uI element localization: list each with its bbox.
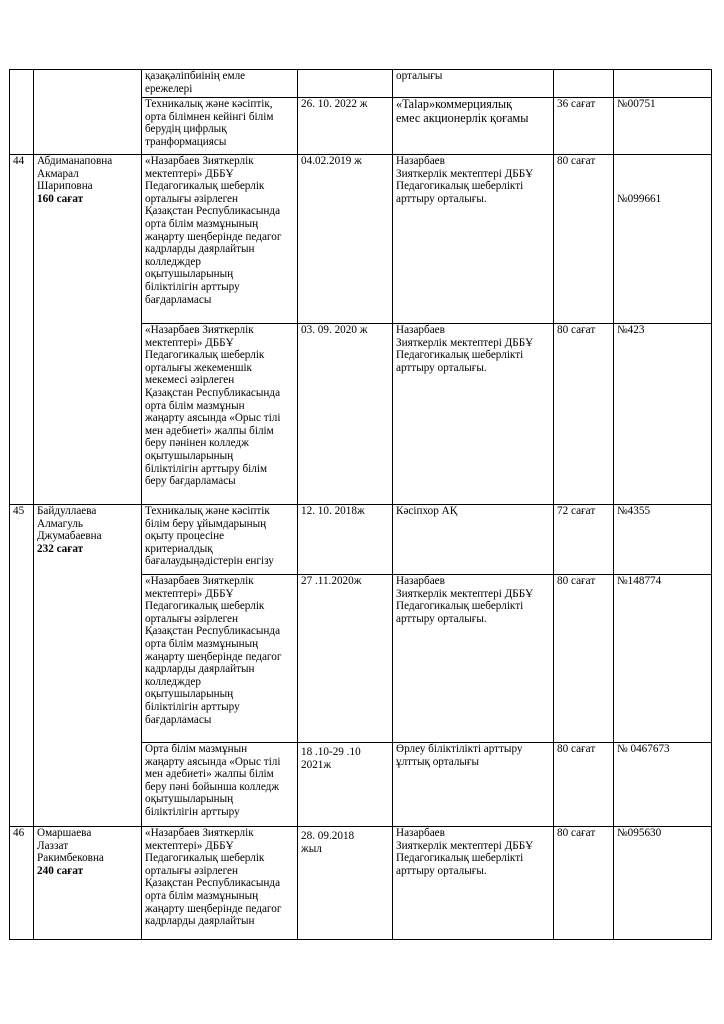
course-organization: Назарбаев Зияткерлік мектептері ДББҰ Педагогикалық шеберлікті арттыру орталығы. [393,324,554,505]
table-row [10,505,712,575]
teacher-name: Абдиманаповна Акмарал Шариповна [37,155,113,193]
row-number: 44 [10,155,34,505]
course-hours: 80 сағат [554,827,614,940]
course-title: Техникалық және кәсіптік, орта білімнен кейінгі білім берудің цифрлық транформациясы [142,98,298,155]
certificate-number: № 0467673 [614,743,712,827]
course-date [298,70,393,98]
table-row [10,155,712,324]
course-organization: Назарбаев Зияткерлік мектептері ДББҰ Педагогикалық шеберлікті арттыру орталығы. [393,827,554,940]
certificate-number: №099661 [614,155,712,324]
certificate-number: №4355 [614,505,712,575]
course-hours: 72 сағат [554,505,614,575]
course-date: 26. 10. 2022 ж [298,98,393,155]
teacher-cell [34,827,142,940]
course-organization: Өрлеу біліктілікті арттыру ұлттық орталығы [393,743,554,827]
certificate-number: №095630 [614,827,712,940]
course-organization: «Talap»коммерциялық емес акционерлік қоғамы [393,98,554,155]
course-hours: 80 сағат [554,575,614,743]
course-title: Орта білім мазмұнын жаңарту аясында «Орыс тілі мен әдебиеті» жалпы білім беру пәні бойынша колледж оқытушыларының біліктілігін арттыру [142,743,298,827]
certificates-table [9,69,712,940]
course-date: 27 .11.2020ж [298,575,393,743]
course-organization: Кәсіпхор АҚ [393,505,554,575]
course-date: 18 .10-29 .10 2021ж [298,743,393,827]
course-hours: 80 сағат [554,155,614,324]
course-title: «Назарбаев Зияткерлік мектептері» ДББҰ Педагогикалық шеберлік орталығы әзірлеген Қазақстан Республикасында орта білім мазмұнының жаңарту шеңберінде педагог кадрларды даярлайтын [142,827,298,940]
certificate-number [614,70,712,98]
certificate-number: №00751 [614,98,712,155]
teacher-total-hours: 240 сағат [37,864,84,877]
course-hours: 80 сағат [554,324,614,505]
course-hours: 36 сағат [554,98,614,155]
course-date: 04.02.2019 ж [298,155,393,324]
certificate-number: №423 [614,324,712,505]
course-organization: Назарбаев Зияткерлік мектептері ДББҰ Педагогикалық шеберлікті арттыру орталығы. [393,575,554,743]
certificate-number: №148774 [614,575,712,743]
course-title: «Назарбаев Зияткерлік мектептері» ДББҰ Педагогикалық шеберлік орталығы әзірлеген Қазақстан Республикасында орта білім мазмұнының жаңарту шеңберінде педагог кадрларды даярлайтын колледждер оқытушыларының біліктілігін арттыру бағдарламасы [142,575,298,743]
row-number: 46 [10,827,34,940]
teacher-name: Омаршаева Лаззат Ракимбековна [37,827,104,865]
teacher-cell [34,155,142,505]
course-date: 28. 09.2018 жыл [298,827,393,940]
teacher-total-hours: 232 сағат [37,542,84,555]
course-title: Техникалық және кәсіптік білім беру ұйымдарының оқыту процесіне критериалдық бағалаудыңәдістерін енгізу [142,505,298,575]
teacher-name: Байдуллаева Алмагуль Джумабаевна [37,505,102,543]
course-hours: 80 сағат [554,743,614,827]
course-organization: Назарбаев Зияткерлік мектептері ДББҰ Педагогикалық шеберлікті арттыру орталығы. [393,155,554,324]
course-title: «Назарбаев Зияткерлік мектептері» ДББҰ Педагогикалық шеберлік орталығы әзірлеген Қазақстан Республикасында орта білім мазмұнының жаңарту шеңберінде педагог кадрларды даярлайтын колледждер оқытушыларының біліктілігін арттыру бағдарламасы [142,155,298,324]
teacher-cell [34,505,142,827]
row-number: 45 [10,505,34,827]
row-number [10,70,34,155]
table-row [10,827,712,940]
course-title: «Назарбаев Зияткерлік мектептері» ДББҰ Педагогикалық шеберлік орталығы жекеменшік мекемесі әзірлеген Қазақстан Республикасында орта білім мазмұнын жаңарту аясында «Орыс тілі мен әдебиеті» жалпы білім беру пәнінен колледж оқытушыларының біліктілігін арттыру білім беру бағдарламасы [142,324,298,505]
course-date: 12. 10. 2018ж [298,505,393,575]
teacher-cell [34,70,142,155]
table-row [10,70,712,98]
course-organization: орталығы [393,70,554,98]
teacher-total-hours: 160 сағат [37,192,84,205]
course-hours [554,70,614,98]
course-date: 03. 09. 2020 ж [298,324,393,505]
course-title: қазақәліпбиінің емле ережелері [142,70,298,98]
